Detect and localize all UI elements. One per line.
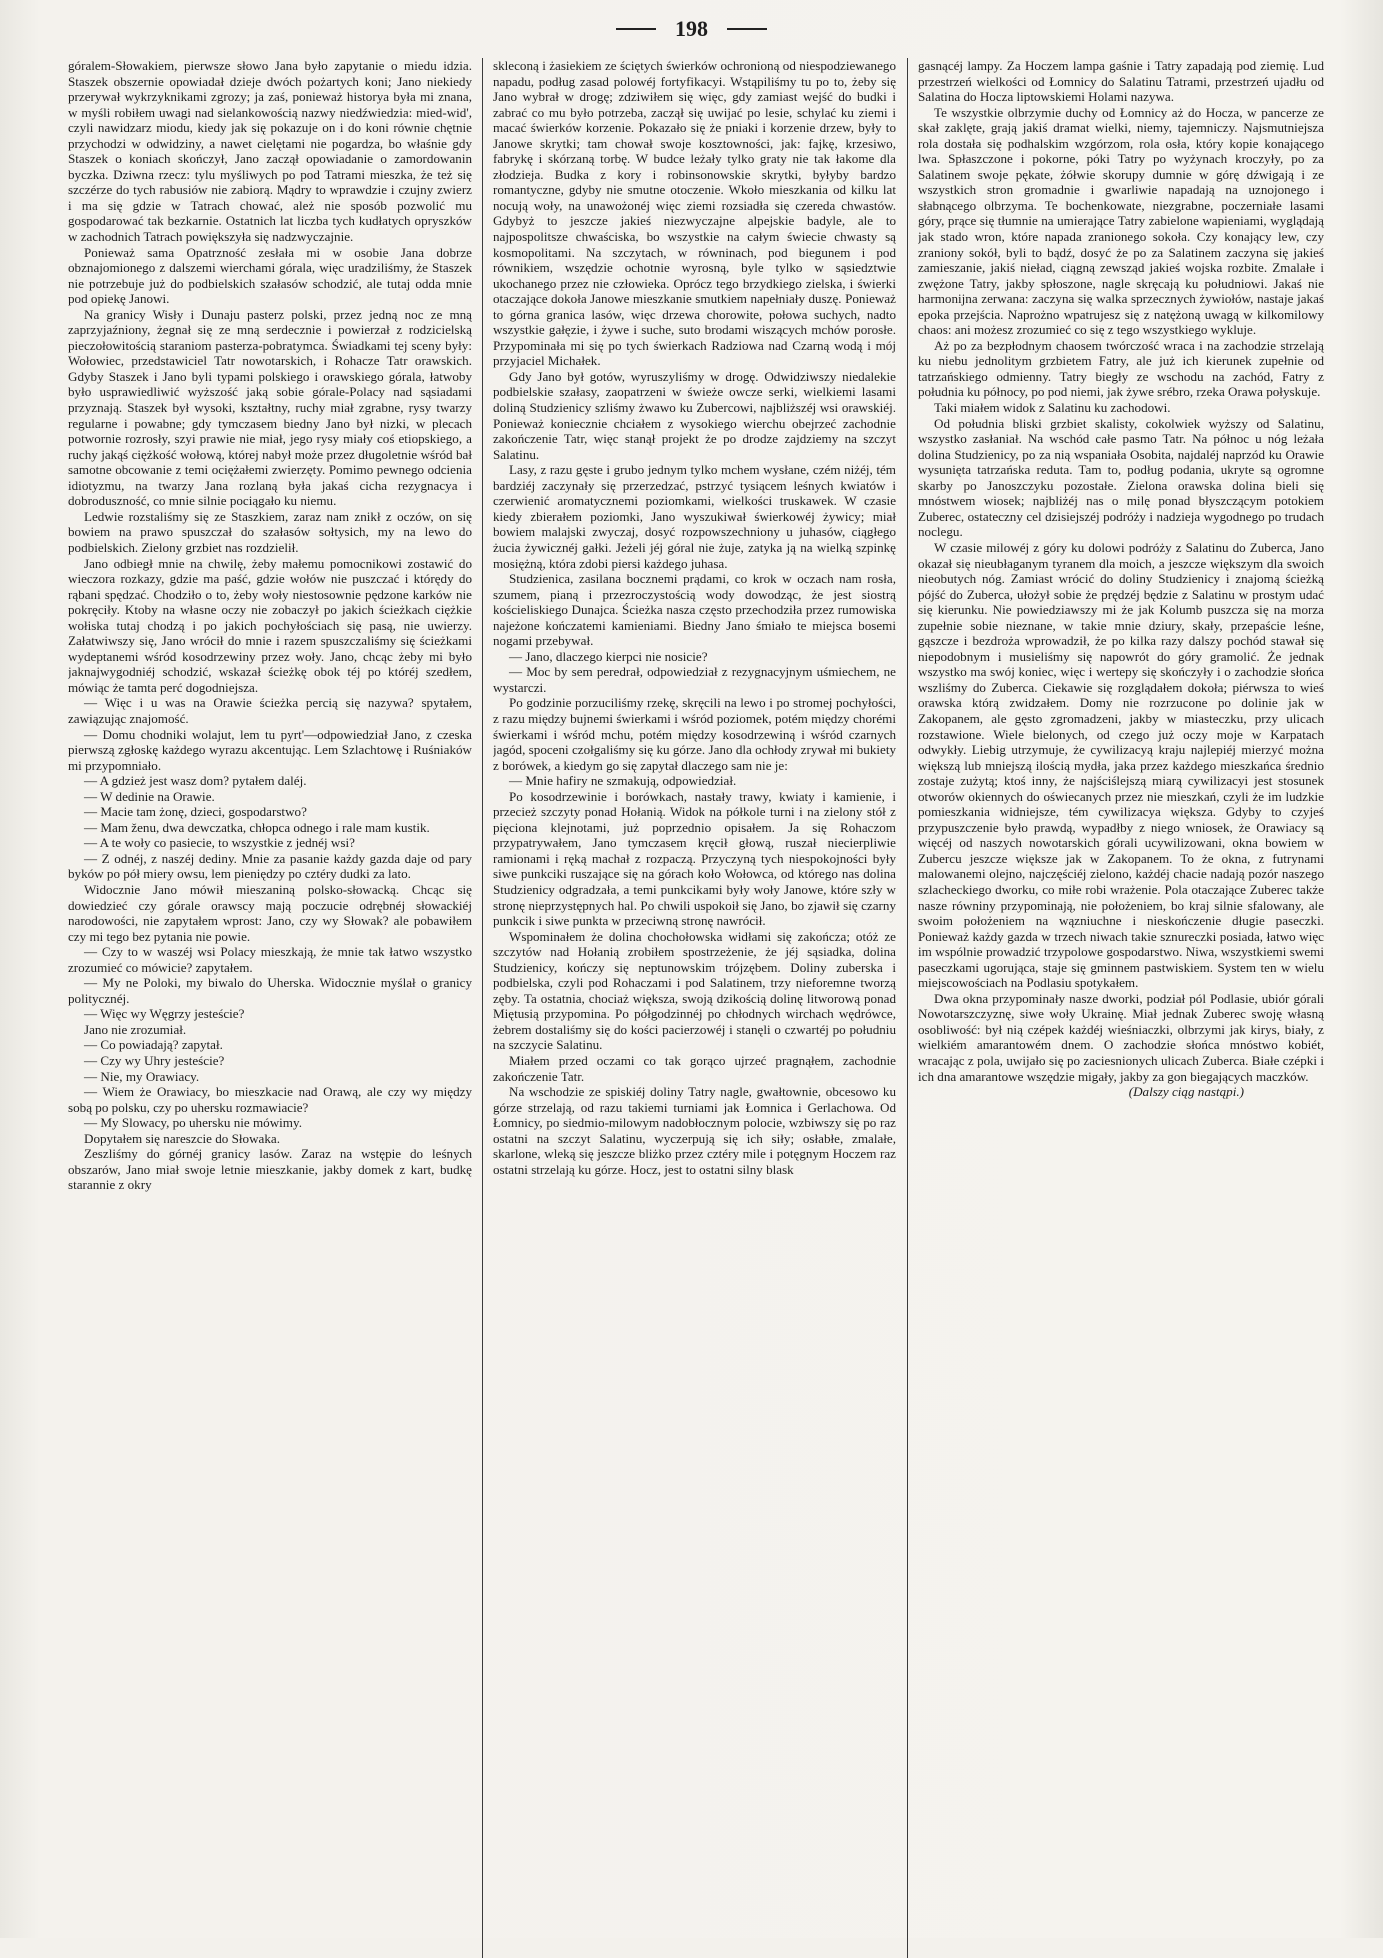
paragraph: — Z odnéj, z naszéj dediny. Mnie za pasanie każdy gazda daje od pary byków po pół miery owsu, lem pieniędzy po cztéry dudki za lato. <box>68 850 472 882</box>
paragraph: — Mam ženu, dwa dewczatka, chłopca odnego i rale mam kustik. <box>84 819 430 835</box>
paragraph: W czasie milowéj z góry ku dolowi podróży z Salatinu do Zuberca, Jano okazał się nieubłaganym tyranem dla moich, a jeszcze większym dla swoich nieobutych nóg. Zamiast wrócić do doliny Studzienicy i znajomą ścieżką pójść do Zuberca, ułożył sobie że prędzéj będzie z Salatinu w prostym udać się kierunku. Nie powiedziawszy mi że jak Kolumb puszcza się na morza zupełnie sobie nieznane, w takie mnie dziury, skały, przepaście leśne, gąszcze i bezdroża wprowadził, że po kilka razy dalszy pochód stawał się niepodobnym i musieliśmy się napowrót do góry gramolić. Że jednak wszystko ma swój koniec, więc i wertepy się skończyły i o zachodzie słońca wszliśmy do Zuberca. Ciekawie się rozglądałem dokoła; piérwsza to wieś orawska którą zwidzałem. Domy nie rozrzucone po dolinie jak w Zakopanem, ale gęsto zgromadzeni, jakby w miasteczku, przy ulicach rozstawione. Wiele bielonych, od czego już oczy moje w Karpatach odwykły. Liebig utrzymuje, że cywilizacyą kraju najlepiéj mierzyć można większą lub mniejszą ilością mydła, jaka przez każdego mieszkańca średnio zostaje zużytą; ktoś inny, że najściślejszą miarą cywilizacyi jest stosunek otworów okiennych do oświecanych przez nie mieszkań, czyli że im ludzkie pomieszkania widniejsze, tém cywilizacya większa. Gdyby to czyjeś przypuszczenie było prawdą, wypadłby z niego wniosek, że Orawiacy są więcéj od naszych nowotarskich górali ucywilizowani, okna bowiem w Zubercu jeszcze większe jak w Zakopanem. To że okna, z futrynami malowanemi olejno, najczęściéj zielono, każdéj chacie nadają pozór naszego szlacheckiego dworku, co miłe robi wrażenie. Pola otaczające Zuberec także nasze równiny przypominają, nie położeniem, bo kraj silnie sfalowany, ale swoim położeniem na wązniuchne i nieskończenie długie paseczki. Ponieważ każdy gazda w trzech niwach takie sznureczki posiada, łatwo więc im wspólnie prowadzić trzypolowe gospodarstwo. Niwa, wszystkiemi swemi paseczkami ugorująca, staje się gminnem pastwiskiem. System ten w wielu miejscowościach na Podlasiu spotykałem. <box>918 539 1324 991</box>
page-header <box>0 16 1383 56</box>
header-dash-right <box>727 28 767 30</box>
paragraph: skleconą i żasiekiem ze ściętych świerków ochronioną od niespodziewanego napadu, podług zasad polowéj fortyfikacyi. Wstąpiliśmy tu po to, żeby się Jano wybrał w drogę; zdziwiłem się więc, gdy zamiast wejść do budki i zabrać co mu było potrzeba, zaczął się uwijać po lesie, schylać ku ziemi i macać świerków korzenie. Pokazało się że pniaki i korzenie drzew, były to Janowe skrytki; tam chował swoje kosztowności, jak: fajkę, krzesiwo, fabrykę i skórzaną torbę. W budce leżały tylko graty nie tak łakome dla złodzieja. Budka z kory i robinsonowskie skrytki, byłyby bardzo romantyczne, gdyby nie smutne otoczenie. Wkoło mieszkania od kilku lat nocują woły, na unawożonéj więc ziemi rozsiadła się czereda chwastów. Gdybyż to jeszcze jakieś niezwyczajne alpejskie badyle, ale to najpospolitsze chwaściska, bo wszystkie na całym świecie chwasty są kosmopolitami. Na szczytach, w równinach, pod biegunem i pod równikiem, wszędzie ochotnie wyrosną, byle tylko w sąsiedztwie ukochanego przez nie człowieka. Oprócz tego brzydkiego zielska, i świerki otaczające dokoła Janowe mieszkanie smutkiem napełniały duszę. Ponieważ to górna granica lasów, więc drzewa chorowite, połowa suchych, nadto wszystkie gałęzie, i żywe i suche, suto brodami wiszących mchów porosłe. Przypominała mi się po tych świerkach Radziowa nad Czarną wodą i mój przyjaciel Michałek. <box>493 58 896 369</box>
paragraph: Na wschodzie ze spiskiéj doliny Tatry nagle, gwałtownie, obcesowo ku górze strzelają, od razu takiemi turniami jak Łomnica i Gerlachowa. Od Łomnicy, po siedmio-milowym nadobłocznym polocie, wzbiwszy się po raz ostatni na szczyt Salatinu, wyczerpują się ich siły; osłabłe, zmalałe, skarlone, wleką się jeszcze bliżko przez cztéry mile i potęgnym Hoczem raz ostatni strzelają ku górze. Hocz, jest to ostatni silny blask <box>493 1084 896 1177</box>
paragraph: Aż po za bezpłodnym chaosem twórczość wraca i na zachodzie strzelają ku niebu jednolitym grzbietem Fatry, ale już ich kierunek zupełnie od tatrzańskiego odmienny. Tatry biegły ze wschodu na zachód, Fatry z południa ku północy, po pod niemi, jak żywe srébro, rzeka Orawa połyskuje. <box>918 337 1324 400</box>
paragraph: — Co powiadają? zapytał. <box>84 1037 223 1053</box>
paragraph: Studzienica, zasilana bocznemi prądami, co krok w oczach nam rosła, szumem, pianą i przezroczystością wody dowodząc, że jest siostrą kościeliskiego Dunajca. Ścieżka nasza często przechodziła przez rumowiska najeżone kończatemi kamieniami. Biedny Jano śmiało te miejsca bosemi nogami przebywał. <box>493 571 896 649</box>
column-3 <box>918 58 1324 1908</box>
paragraph: — Więc wy Węgrzy jesteście? <box>84 1006 245 1022</box>
paragraph: Dwa okna przypominały nasze dworki, podział pól Podlasie, ubiór górali Nowotarszczyznę, siwe woły Ukrainę. Miał jednak Zuberec swoję własną osobliwość: był nią czépek każdéj wieśniaczki, olbrzymi jak kirys, biały, z wielkiém amarantowém dnem. O zachodzie słońca mnóstwo kobiét, wracając z pola, uwijało się po zaciesnionych ulicach Zuberca. Białe czépki i ich dna amarantowe wszędzie migały, jakby za gon biegających maczków. <box>918 990 1324 1084</box>
paragraph: Po kosodrzewinie i borówkach, nastały trawy, kwiaty i kamienie, i przecież szczyty ponad Hołanią. Widok na półkole turni i na zielony stół z pięciona klejnotami, już poprzednio opisałem. Ja się Rohaczom przypatrywałem, Jano tymczasem kręcił głową, ruszał niecierpliwie ramionami i ręką machał z rozpaczą. Przyczyną tych niespokojności były siwe punkciki ruszające się na górach koło Wołowca, od którego nas dolina Studzienicy odgradzała, a temi punkcikami były woły Janowe, które szły w stronę nieprzystępnych hal. Po chwili uspokoił się Jano, bo zjawił się czarny punkcik i siwe punkta w przeciwną stronę nawrócił. <box>493 788 896 929</box>
paragraph: Gdy Jano był gotów, wyruszyliśmy w drogę. Odwidziwszy niedalekie podbielskie szałasy, zaopatrzeni w świeże owcze serki, wielkiemi lasami doliną Studzienicy szliśmy żwawo ku Zubercowi, najbliższéj wsi orawskiéj. Ponieważ koniecznie chciałem z wysokiego wierchu obejrzeć zachodnie zakończenie Tatr, więc stanął projekt że po drodze zajdziemy na szczyt Salatinu. <box>493 368 896 462</box>
paragraph: — Domu chodniki wolajut, lem tu pyrt'—odpowiedział Jano, z czeska pierwszą zgłoskę każdego wyrazu akcentując. Lem Szlachtowę i Ruśniaków mi przypomniało. <box>68 726 472 773</box>
paragraph: — Więc i u was na Orawie ścieżka percią się nazywa? spytałem, zawiązując znajomość. <box>68 695 472 726</box>
paragraph: Miałem przed oczami co tak gorąco ujrzeć pragnąłem, zachodnie zakończenie Tatr. <box>493 1053 896 1084</box>
paragraph: — Mnie hafiry ne szmakują, odpowiedział. <box>509 773 737 789</box>
header-dash-left <box>616 28 656 30</box>
paragraph: — Czy to w waszéj wsi Polacy mieszkają, że mnie tak łatwo wszystko zrozumieć co mówicie? zapytałem. <box>68 944 472 975</box>
paragraph: Ponieważ sama Opatrzność zesłała mi w osobie Jana dobrze obznajomionego z dalszemi wierchami górala, więc uradziliśmy, że Staszek nie potrzebuje już do podbielskich szałasów schodzić, ale tutaj odda mnie pod opiekę Janowi. <box>68 244 472 307</box>
column-2 <box>493 58 896 1908</box>
paragraph: Widocznie Jano mówił mieszaniną polsko-słowacką. Chcąc się dowiedzieć czy górale orawscy mają poczucie odrębnéj słowackiéj narodowości, nie zapytałem wprost: Jano, czy wy Słowak? ale pobawiłem czy mi tego bez pytania nie powie. <box>68 881 472 944</box>
paragraph: — A gdzież jest wasz dom? pytałem daléj. <box>84 773 307 789</box>
page-number: 198 <box>675 16 708 41</box>
paragraph: Taki miałem widok z Salatinu ku zachodowi. <box>934 400 1171 416</box>
paragraph: Dopytałem się nareszcie do Słowaka. <box>84 1130 280 1146</box>
paragraph: Zeszliśmy do górnéj granicy lasów. Zaraz na wstępie do leśnych obszarów, Jano miał swoje letnie mieszkanie, jakby domek z kart, budkę starannie z okry <box>68 1146 472 1193</box>
paragraph: Wspominałem że dolina chochołowska widłami się zakończa; otóż ze szczytów nad Hołanią zrobiłem spostrzeżenie, że jéj sąsiadka, dolina Studzienicy, kończy się neptunowskim trójzębem. Doliny zuberska i podbielska, czyli pod Rohaczami i pod Salatinem, trzy nieforemne tworzą zęby. Ta ostatnia, chociaż większa, swoją dzikością dolinę litworową ponad Miętusią przypomina. Po półgodzinnéj po chłodnych wirchach wędrówce, żebrem dostaliśmy się do kości pacierzowéj i stanęli o czwartéj po południu na szczycie Salatinu. <box>493 928 896 1053</box>
paragraph: gasnącéj lampy. Za Hoczem lampa gaśnie i Tatry zapadają pod ziemię. Lud przestrzeń wielkości od Łomnicy do Salatinu Tatrami, przestrzeń ujadłu od Salatina do Hocza liptowskiemi Holami nazywa. <box>918 58 1324 105</box>
paragraph: — Macie tam żonę, dzieci, gospodarstwo? <box>84 804 307 820</box>
paragraph: Od południa bliski grzbiet skalisty, cokolwiek wyższy od Salatinu, wszystko zasłaniał. Na wschód całe pasmo Tatr. Na północ u nóg leżała dolina Studzienicy, po za nią wspaniała Osobita, najdaléj naprzód ku Orawie wysunięta tatrzańska reduta. Tam to, podług podania, ukryte są ogromne skarby po Janoszczyku pozostałe. Zielona orawska dolina bieli się mnóstwem wiosek; najbliżéj nas o milę ponad błyszczącym potokiem Zuberec, ostateczny cel dzisiejszéj podróży i nadzieja wygodnego po trudach noclegu. <box>918 415 1324 540</box>
paragraph: — My ne Poloki, my biwalo do Uherska. Widocznie myślał o granicy politycznéj. <box>68 975 472 1006</box>
paragraph: — W dedinie na Orawie. <box>84 788 215 804</box>
paragraph: Te wszystkie olbrzymie duchy od Łomnicy aż do Hocza, w pancerze ze skał zaklęte, grają jakiś dramat wielki, niemy, tajemniczy. Najsmutniejsza rola dostała się podhalskim wzgórzom, rola osła, który kopie konającego lwa. Spłaszczone i pokorne, póki Tatry po wyżynach kroczyły, po za Salatinem swoje pękate, żółwie skorupy dumnie w górę dźwigają i ze wszystkich stron gromadnie i gwarliwie napadają na uznojonego i słabnącego olbrzyma. Te bochenkowate, niezgrabne, poczerniałe lasami góry, prące się tłumnie na umierające Tatry zabielone wapieniami, wyglądają jak stado wron, które napada zranionego sokoła. Czy konający lew, czy zraniony sokół, byli to bądź, dosyć że po za Salatinem zaczyna się jakieś zamieszanie, jakiś nieład, ciągną zewsząd jakieś wojska rozbite. Zmalałe i zwężone Tatry, jakby spłoszone, nagle skręcają ku południowi. Jakaś nie harmonijna zerwana: zaczyna się walka sprzecznych żywiołów, nastaje jakaś epoka przejścia. Naprożno wpatrujesz się z natężoną uwagą w kilkomilowy chaos: ani możesz zrozumieć co się z tego wszystkiego wykluje. <box>918 104 1324 338</box>
paragraph: — Czy wy Uhry jesteście? <box>84 1053 225 1068</box>
paragraph: Po godzinie porzuciliśmy rzekę, skręcili na lewo i po stromej pochyłości, z razu między bujnemi świerkami i wśród poziomek, potém między chorémi świerkami i wśród mchu, potém między kosodrzewiną i wśród czarnych jagód, spoceni czołgaliśmy się ku górze. Jano dla ochłody zrywał mi bukiety z borówek, a kiedym go się zapytał dlaczego sam nie je: <box>493 695 896 773</box>
continuation-note: (Dalszy ciąg nastąpi.) <box>1128 1084 1244 1100</box>
paragraph: — Nie, my Orawiacy. <box>84 1068 200 1084</box>
paragraph: Jano odbiegł mnie na chwilę, żeby małemu pomocnikowi zostawić do wieczora rozkazy, gdzie ma paść, gdzie wołów nie puszczać i którędy do rąbani spędzać. Chodziło o to, żeby woły niestosownie pędzone karków nie pokręciły. Ktoby na własne oczy nie zobaczył po jakich ścieżkach ciężkie wołiska tutaj chodzą i po jakich pochyłościach się pasą, nie uwierzy. Załatwiwszy się, Jano wrócił do mnie i razem spuszczaliśmy się ścieżkami wydeptanemi wśród kosodrzewiny przez woły. Jano, chcąc żeby mi było jaknajwygodniéj schodzić, wskazał ścieżkę obok téj po któréj szedłem, mówiąc że tamta perć dogodniejsza. <box>68 555 472 695</box>
paragraph: Na granicy Wisły i Dunaju pasterz polski, przez jedną noc ze mną zaprzyjaźniony, żegnał się ze mną serdecznie i powierzał z rodzicielską pieczołowitością staraniom pasterza-pobratymca. Świadkami tej sceny były: Wołowiec, przedstawiciel Tatr nowotarskich, i Rohacze Tatr orawskich. Gdyby Staszek i Jano byli typami polskiego i orawskiego górala, łatwoby było usprawiedliwić wyższość jaką sobie górale-Polacy nad sąsiadami przyznają. Staszek był wysoki, kształtny, ruchy miał zgrabne, rysy twarzy regularne i powabne; gdy tymczasem biedny Jano był nizki, w plecach potwornie rozrosły, szyi prawie nie miał, jego rysy miały coś etiopskiego, a ruchy jakąś ciężkość wołową, której nabył może przez długoletnie wśród bał samotne obcowanie z temi ociężałemi zwierzęty. Pomimo pewnego odcienia idiotyzmu, na twarzy Jana rozlaną była jakaś cicha rezygnacya i dobroduszność, co mnie silnie pociągało ku niemu. <box>68 306 472 509</box>
column-rule-1 <box>482 58 483 1958</box>
paragraph: — Moc by sem peredrał, odpowiedział z rezygnacyjnym uśmiechem, ne wystarczi. <box>493 664 896 695</box>
paragraph: — A te woły co pasiecie, to wszystkie z jednéj wsi? <box>84 835 355 851</box>
paragraph: Lasy, z razu gęste i grubo jednym tylko mchem wysłane, czém niżéj, tém bardziéj zaczynały się przerzedzać, pstrzyć tysiącem leśnych kwiatów i czerwienić aromatycznemi poziomkami, wielkości truskawek. W czasie kiedy zbierałem poziomki, Jano wyszukiwał świerkowéj żywicy; miał bowiem malajski zwyczaj, dosyć rozpowszechniony u juhasów, ciągłego żucia żywicznéj gałki. Jeżeli jéj góral nie żuje, zatyka ją na wielką szpinkę mosiężną, która zdobi piersi każdego juhasa. <box>493 462 896 571</box>
column-rule-2 <box>907 58 908 1958</box>
paragraph: — My Slowacy, po uhersku nie mówimy. <box>84 1115 302 1131</box>
article-columns <box>68 58 1358 1918</box>
paragraph: Jano nie zrozumiał. <box>84 1021 187 1037</box>
paragraph: góralem-Słowakiem, pierwsze słowo Jana było zapytanie o miedu idzia. Staszek obszernie opowiadał dzieje dwóch pożartych koni; Jano niekiedy przerywał wykrzyknikami zgrozy; ja zaś, ponieważ historya była mi znana, w myśli robiłem uwagi nad sielankowością nazwy niedźwiedzia: mied-wid', czyli nawidzarz miodu, kiedy jak się pokazuje on i do koni równie chętnie przychodzi w odwidziny, a nawet cielętami nie pogardza, bo właśnie gdy Staszek o koniach skończył, Jano zaczął opowiadanie o zamordowanin byczka. Dziwna rzecz: tylu myśliwych po pod Tatrami mieszka, że też się szczérze do tych rabusiów nie zabiorą. Mądry to wprawdzie i czujny zwierz i ma się gdzie w Tatrach chować, ależ nie sposób pozwolić mu gospodarować tak bezkarnie. Ostatnich lat liczba tych kudłatych opryszków w zachodnich Tatrach powiększyła się nadzwyczajnie. <box>68 58 472 245</box>
paragraph: — Wiem że Orawiacy, bo mieszkacie nad Orawą, ale czy wy między sobą po polsku, czy po uhersku rozmawiacie? <box>68 1084 472 1115</box>
paragraph: — Jano, dlaczego kierpci nie nosicie? <box>509 648 708 664</box>
paragraph: Ledwie rozstaliśmy się ze Staszkiem, zaraz nam znikł z oczów, on się bowiem na prawo spuszczał do szałasów sołtysich, my na lewo do podbielskich. Zielony grzbiet nas rozdzielił. <box>68 508 472 555</box>
column-1 <box>68 58 472 1908</box>
